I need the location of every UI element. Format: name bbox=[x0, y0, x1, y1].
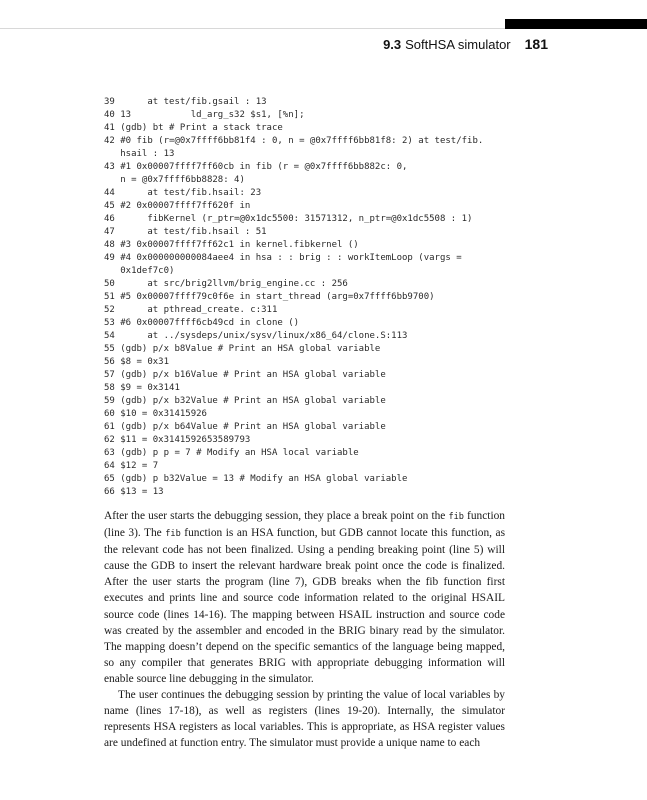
code-line: 39 at test/fib.gsail : 13 bbox=[104, 97, 267, 107]
code-line: 53 #6 0x00007ffff6cb49cd in clone () bbox=[104, 318, 300, 328]
code-line: 45 #2 0x00007ffff7ff620f in bbox=[104, 201, 251, 211]
code-line: 57 (gdb) p/x b16Value # Print an HSA global variable bbox=[104, 370, 386, 380]
code-line: 55 (gdb) p/x b8Value # Print an HSA global variable bbox=[104, 344, 381, 354]
code-line: 40 13 ld_arg_s32 $s1, [%n]; bbox=[104, 110, 305, 120]
code-line: 62 $11 = 0x3141592653589793 bbox=[104, 435, 251, 445]
running-head bbox=[383, 36, 548, 52]
code-line: 50 at src/brig2llvm/brig_engine.cc : 256 bbox=[104, 279, 348, 289]
section-title: SoftHSA simulator bbox=[405, 37, 511, 52]
code-line: 43 #1 0x00007ffff7ff60cb in fib (r = @0x7ffff6bb882c: 0, bbox=[104, 162, 408, 172]
code-line: 58 $9 = 0x3141 bbox=[104, 383, 180, 393]
page-number: 181 bbox=[524, 36, 548, 52]
paragraph-1-text-a: After the user starts the debugging session, they place a break point on the bbox=[104, 510, 449, 522]
header-rule bbox=[0, 28, 505, 29]
code-line: 66 $13 = 13 bbox=[104, 487, 164, 497]
code-line: hsail : 13 bbox=[104, 149, 175, 159]
code-line: 60 $10 = 0x31415926 bbox=[104, 409, 207, 419]
paragraph-1-text-b: function (line 3). The bbox=[104, 510, 505, 540]
code-line: n = @0x7ffff6bb8828: 4) bbox=[104, 175, 245, 185]
code-line: 52 at pthread_create. c:311 bbox=[104, 305, 278, 315]
code-line: 51 #5 0x00007ffff79c0f6e in start_thread (arg=0x7ffff6bb9700) bbox=[104, 292, 435, 302]
code-line: 46 fibKernel (r_ptr=@0x1dc5500: 31571312, n_ptr=@0x1dc5508 : 1) bbox=[104, 214, 473, 224]
paragraph-1-text-c: function is an HSA function, but GDB cannot locate this function, as the relevant code has not been finalized. Using a pending breaking point (line 5) will cause the GDB to insert the relevant hardware break point once the code is finalized. After the user starts the program (line 7), GDB breaks when the fib function first executes and prints line and source code information related to the original HSAIL source code (lines 14-16). The mapping between HSAIL instruction and source code was created by the assembler and encoded in the BRIG binary read by the simulator. The mapping doesn’t depend on the specific semantics of the language being mapped, so any compiler that generates BRIG with appropriate debugging information will enable source line debugging in the simulator. bbox=[104, 527, 505, 685]
code-line: 56 $8 = 0x31 bbox=[104, 357, 170, 367]
inline-code-fib-2: fib bbox=[165, 529, 181, 540]
code-line: 54 at ../sysdeps/unix/sysv/linux/x86_64/clone.S:113 bbox=[104, 331, 408, 341]
paragraph-1 bbox=[104, 508, 505, 687]
paragraph-2: The user continues the debugging session by printing the value of local variables by name (lines 17-18), as well as registers (lines 19-20). Internally, the simulator represents HSA registers as local variables. This is appropriate, as HSA register values are undefined at function entry. The simulator must provide a unique name to each bbox=[104, 689, 505, 750]
code-line: 65 (gdb) p b32Value = 13 # Modify an HSA global variable bbox=[104, 474, 408, 484]
code-listing bbox=[104, 96, 524, 499]
code-line: 41 (gdb) bt # Print a stack trace bbox=[104, 123, 283, 133]
code-line: 47 at test/fib.hsail : 51 bbox=[104, 227, 267, 237]
code-line: 49 #4 0x000000000084aee4 in hsa : : brig : : workItemLoop (vargs = bbox=[104, 253, 462, 263]
code-line: 44 at test/fib.hsail: 23 bbox=[104, 188, 262, 198]
body-text bbox=[104, 508, 505, 751]
header-bar-decoration bbox=[505, 19, 647, 29]
section-number: 9.3 bbox=[383, 37, 402, 52]
inline-code-fib-1: fib bbox=[448, 512, 464, 522]
code-line: 48 #3 0x00007ffff7ff62c1 in kernel.fibkernel () bbox=[104, 240, 359, 250]
code-line: 64 $12 = 7 bbox=[104, 461, 159, 471]
code-line: 42 #0 fib (r=@0x7ffff6bb81f4 : 0, n = @0x7ffff6bb81f8: 2) at test/fib. bbox=[104, 136, 484, 146]
code-line: 59 (gdb) p/x b32Value # Print an HSA global variable bbox=[104, 396, 386, 406]
code-line: 0x1def7c0) bbox=[104, 266, 175, 276]
code-line: 63 (gdb) p p = 7 # Modify an HSA local variable bbox=[104, 448, 359, 458]
code-line: 61 (gdb) p/x b64Value # Print an HSA global variable bbox=[104, 422, 386, 432]
